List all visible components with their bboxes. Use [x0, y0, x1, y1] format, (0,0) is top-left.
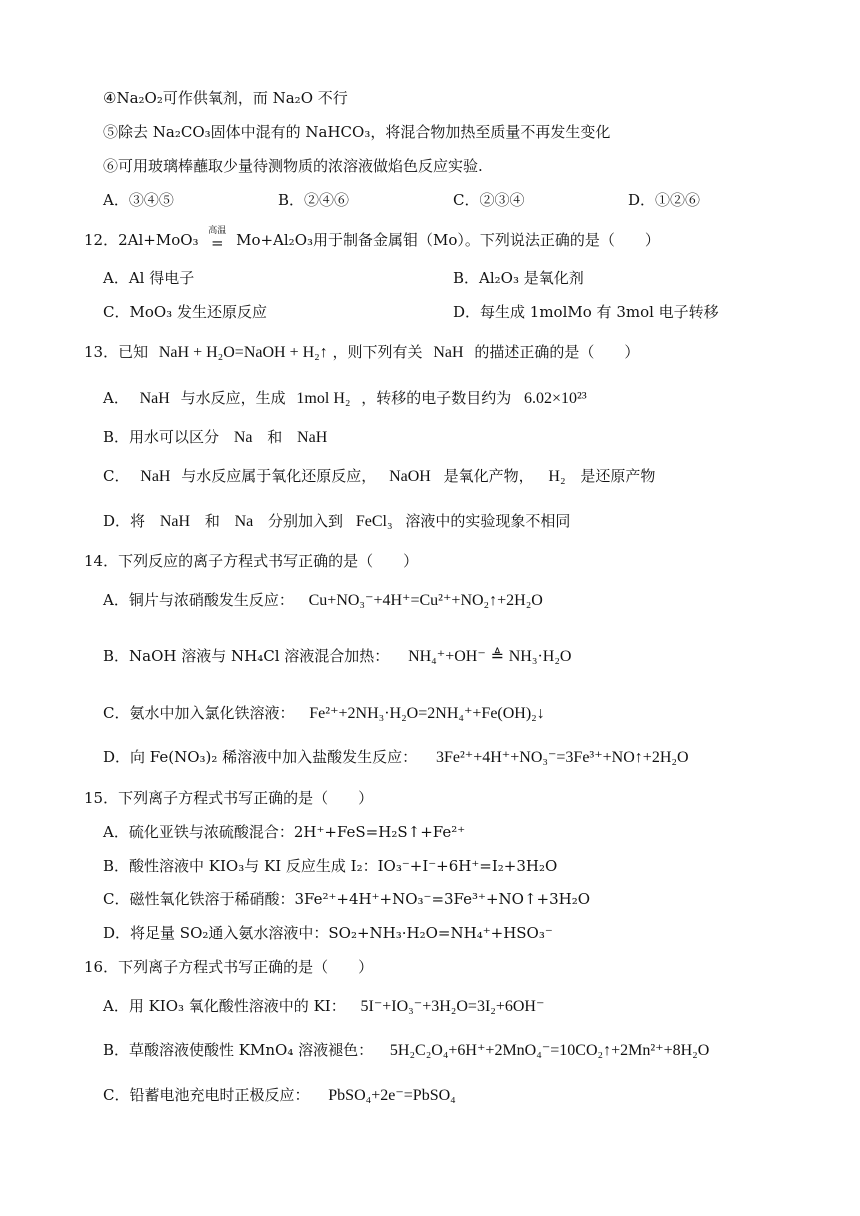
q13-stem-part: 13．已知	[84, 343, 149, 361]
q14-option-d	[103, 747, 689, 768]
q11-option-a: A．③④⑤	[103, 191, 174, 209]
formula: 1mol H₂	[296, 390, 351, 407]
q13-stem	[84, 342, 639, 363]
statement-4: ④Na₂O₂可作供氧剂，而 Na₂O 不行	[103, 89, 348, 107]
formula: H₂	[548, 468, 566, 485]
q15-stem: 15．下列离子方程式书写正确的是（ ）	[84, 789, 374, 807]
text: 和	[267, 428, 283, 446]
equation: NH₄⁺+OH⁻	[408, 648, 486, 665]
equation: 5H₂C₂O₄+6H⁺+2MnO₄⁻=10CO₂↑+2Mn²⁺+8H₂O	[389, 1042, 710, 1059]
q13-option-b	[103, 427, 327, 448]
formula: Na	[234, 513, 254, 530]
q12-stem	[84, 226, 660, 252]
text: B．草酸溶液使酸性 KMnO₄ 溶液褪色：	[103, 1041, 374, 1059]
q12-stem-suffix: Mo+Al₂O₃用于制备金属钼（Mo）。下列说法正确的是（ ）	[236, 231, 660, 249]
text: C．铅蓄电池充电时正极反应：	[103, 1086, 310, 1104]
q12-option-b: B．Al₂O₃ 是氧化剂	[453, 269, 584, 287]
text: B．NaOH 溶液与 NH₄Cl 溶液混合加热：	[103, 647, 390, 665]
q15-option-b: B．酸性溶液中 KIO₃与 KI 反应生成 I₂：IO₃⁻+I⁻+6H⁺=I₂+3H₂O	[103, 857, 558, 875]
formula: FeCl₃	[355, 513, 393, 530]
q12-option-c: C．MoO₃ 发生还原反应	[103, 303, 267, 321]
text: ，转移的电子数目约为	[361, 389, 512, 407]
text: A．铜片与浓硝酸发生反应：	[103, 591, 294, 609]
option-letter: A．	[103, 389, 129, 407]
q14-option-c	[103, 703, 545, 724]
text: B．用水可以区分	[103, 428, 220, 446]
formula: Na	[233, 429, 253, 446]
q13-equation: NaH + H₂O=NaOH + H₂↑	[158, 344, 328, 361]
q12-option-a: A．Al 得电子	[103, 269, 195, 287]
q11-option-c: C．②③④	[453, 191, 525, 209]
equation: 3Fe²⁺+4H⁺+NO₃⁻=3Fe³⁺+NO↑+2H₂O	[435, 749, 689, 766]
q12-option-d: D．每生成 1molMo 有 3mol 电子转移	[453, 303, 719, 321]
formula: NaH	[139, 390, 170, 407]
option-letter: C．	[103, 467, 130, 485]
text: 与水反应，生成	[180, 389, 286, 407]
q12-equal-sign: =	[211, 234, 224, 252]
heating-equal-sign: ≜	[490, 648, 504, 665]
statement-5: ⑤除去 Na₂CO₃固体中混有的 NaHCO₃，将混合物加热至质量不再发生变化	[103, 123, 611, 141]
statement-6: ⑥可用玻璃棒蘸取少量待测物质的浓溶液做焰色反应实验.	[103, 157, 483, 175]
q14-option-b	[103, 646, 571, 667]
text: D．向 Fe(NO₃)₂ 稀溶液中加入盐酸发生反应：	[103, 748, 418, 766]
text: 是氧化产物，	[443, 467, 534, 485]
q14-option-a	[103, 590, 543, 611]
q15-option-d: D．将足量 SO₂通入氨水溶液中：SO₂+NH₃·H₂O=NH₄⁺+HSO₃⁻	[103, 924, 553, 942]
formula: NaOH	[389, 468, 431, 485]
text: A．用 KIO₃ 氧化酸性溶液中的 KI：	[103, 997, 346, 1015]
equation: 5I⁻+IO₃⁻+3H₂O=3I₂+6OH⁻	[360, 998, 545, 1015]
q13-option-d	[103, 511, 570, 532]
text: 和	[204, 512, 220, 530]
equation: NH₃·H₂O	[508, 648, 572, 665]
q12-reaction-condition	[203, 226, 231, 252]
equation: Fe²⁺+2NH₃·H₂O=2NH₄⁺+Fe(OH)₂↓	[309, 705, 545, 722]
q11-option-b: B．②④⑥	[278, 191, 350, 209]
q13-option-a	[103, 388, 587, 409]
text: 分别加入到	[268, 512, 344, 530]
q15-option-a: A．硫化亚铁与浓硫酸混合：2H⁺+FeS=H₂S↑+Fe²⁺	[103, 823, 466, 841]
text: D．将	[103, 512, 146, 530]
q11-option-d: D．①②⑥	[628, 191, 701, 209]
text: 是还原产物	[580, 467, 656, 485]
q15-option-c: C．磁性氧化铁溶于稀硝酸：3Fe²⁺+4H⁺+NO₃⁻=3Fe³⁺+NO↑+3H₂O	[103, 890, 591, 908]
q12-stem-prefix: 12．2Al+MoO₃	[84, 231, 199, 249]
text: C．氨水中加入氯化铁溶液：	[103, 704, 295, 722]
q16-option-c	[103, 1085, 456, 1106]
text: 与水反应属于氧化还原反应，	[181, 467, 377, 485]
q16-stem: 16．下列离子方程式书写正确的是（ ）	[84, 958, 374, 976]
q16-option-a	[103, 996, 544, 1017]
q14-stem: 14．下列反应的离子方程式书写正确的是（ ）	[84, 552, 419, 570]
q12-condition-label: 高温	[208, 226, 227, 236]
q13-option-c	[103, 466, 655, 487]
formula: 6.02×10²³	[524, 390, 587, 407]
q13-stem-part: 的描述正确的是（ ）	[474, 343, 640, 361]
equation: Cu+NO₃⁻+4H⁺=Cu²⁺+NO₂↑+2H₂O	[308, 592, 543, 609]
formula: NaH	[159, 513, 191, 530]
q16-option-b	[103, 1040, 709, 1061]
q13-stem-part: ，则下列有关	[332, 343, 423, 361]
text: 溶液中的实验现象不相同	[405, 512, 571, 530]
formula: NaH	[297, 429, 328, 446]
q13-formula: NaH	[433, 344, 464, 361]
formula: NaH	[140, 468, 171, 485]
equation: PbSO₄+2e⁻=PbSO₄	[328, 1087, 456, 1104]
